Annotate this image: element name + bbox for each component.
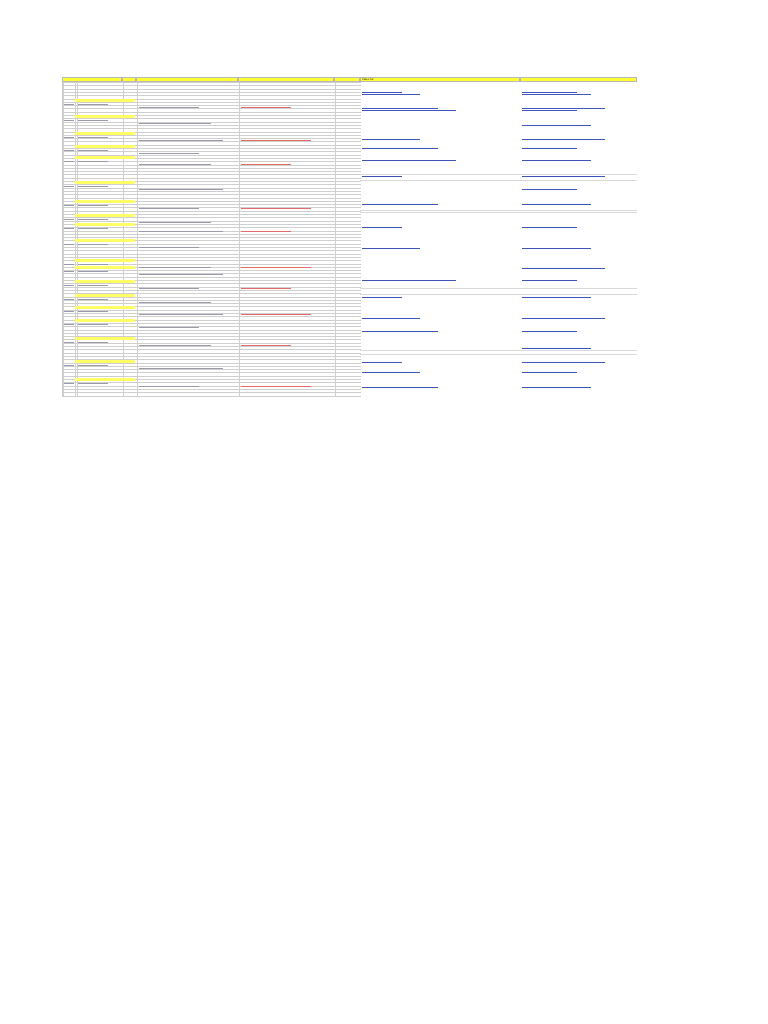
row-divider <box>63 174 361 175</box>
row-divider <box>63 108 361 109</box>
cell-text <box>78 271 108 272</box>
link-text <box>362 204 438 205</box>
cell-text <box>78 285 108 286</box>
data-grid[interactable] <box>62 82 361 397</box>
row-divider <box>63 372 361 373</box>
row-divider <box>63 198 361 199</box>
link-text <box>362 248 420 249</box>
cell-text <box>64 120 74 121</box>
link-text <box>362 372 420 373</box>
link-text <box>362 160 456 161</box>
link-text <box>522 318 605 319</box>
link-columns[interactable] <box>360 82 637 397</box>
link-text <box>362 331 438 332</box>
row-divider <box>63 386 361 387</box>
row-divider <box>63 333 361 334</box>
row-divider <box>63 257 361 258</box>
row-divider <box>360 288 637 289</box>
row-divider <box>63 82 361 83</box>
cell-text <box>78 161 108 162</box>
row-divider <box>360 350 637 351</box>
section-header <box>75 378 135 381</box>
cell-text-red <box>241 231 291 232</box>
row-divider <box>63 151 361 152</box>
section-header <box>75 99 135 102</box>
link-text <box>522 362 605 363</box>
link-text <box>522 204 591 205</box>
cell-text <box>78 120 108 121</box>
row-divider <box>63 330 361 331</box>
link-text <box>362 387 438 388</box>
link-text <box>362 139 420 140</box>
cell-text-red <box>241 267 311 268</box>
cell-text <box>139 247 199 248</box>
cell-text <box>139 153 199 154</box>
section-header <box>75 239 135 242</box>
cell-text <box>139 140 223 141</box>
cell-text <box>64 365 74 366</box>
row-divider <box>63 234 361 235</box>
section-header <box>75 181 135 184</box>
link-text <box>522 268 605 269</box>
row-divider <box>63 138 361 139</box>
section-header <box>75 266 135 269</box>
row-divider <box>63 389 361 390</box>
row-divider <box>63 221 361 222</box>
cell-text <box>139 107 199 108</box>
section-header <box>75 306 135 309</box>
cell-text <box>64 244 74 245</box>
section-header <box>75 259 135 262</box>
cell-text <box>139 327 199 328</box>
row-divider <box>63 194 361 195</box>
row-divider <box>63 168 361 169</box>
cell-text <box>139 208 199 209</box>
link-text <box>522 94 591 95</box>
cell-text <box>64 324 74 325</box>
cell-text <box>78 219 108 220</box>
row-divider <box>63 287 361 288</box>
row-divider <box>360 294 637 295</box>
row-divider <box>63 125 361 126</box>
section-header <box>75 337 135 340</box>
row-divider <box>63 178 361 179</box>
section-header <box>75 156 135 159</box>
cell-text <box>64 205 74 206</box>
cell-text-red <box>241 314 311 315</box>
link-text <box>362 362 402 363</box>
link-text <box>522 227 577 228</box>
row-divider <box>63 122 361 123</box>
row-divider <box>63 128 361 129</box>
cell-text-red <box>241 164 291 165</box>
link-text <box>522 92 577 93</box>
link-text <box>522 110 577 111</box>
link-text <box>522 108 605 109</box>
cell-text <box>64 264 74 265</box>
link-text <box>522 280 577 281</box>
row-divider <box>63 349 361 350</box>
cell-text <box>78 104 108 105</box>
link-text <box>362 297 402 298</box>
cell-text <box>78 365 108 366</box>
link-text <box>362 92 402 93</box>
cell-text <box>78 137 108 138</box>
row-divider <box>63 303 361 304</box>
row-divider <box>63 92 361 93</box>
column-header[interactable]: Index for <box>360 77 520 82</box>
link-text <box>522 160 591 161</box>
section-header <box>75 200 135 203</box>
section-header <box>75 132 135 135</box>
row-divider <box>63 392 361 393</box>
cell-text-red <box>241 208 311 209</box>
link-text <box>362 148 438 149</box>
link-text <box>362 318 420 319</box>
cell-text <box>64 383 74 384</box>
row-divider <box>63 290 361 291</box>
row-divider <box>63 247 361 248</box>
cell-text <box>139 368 223 369</box>
link-text <box>522 297 591 298</box>
link-text <box>362 176 402 177</box>
cell-text <box>64 285 74 286</box>
row-divider <box>63 326 361 327</box>
cell-text <box>64 150 74 151</box>
cell-text <box>64 299 74 300</box>
link-text <box>522 248 591 249</box>
cell-text <box>78 311 108 312</box>
cell-text <box>139 123 211 124</box>
section-header <box>75 294 135 297</box>
cell-text <box>78 244 108 245</box>
row-divider <box>63 112 361 113</box>
cell-text-red <box>241 386 311 387</box>
cell-text <box>78 264 108 265</box>
spreadsheet <box>62 77 637 397</box>
link-text <box>362 108 438 109</box>
row-divider <box>63 207 361 208</box>
cell-text <box>78 205 108 206</box>
link-text <box>522 125 591 126</box>
link-text <box>522 139 605 140</box>
row-divider <box>360 174 637 175</box>
link-text <box>522 372 577 373</box>
cell-text <box>78 299 108 300</box>
row-divider <box>63 191 361 192</box>
cell-text <box>139 222 211 223</box>
link-text <box>522 148 577 149</box>
section-header <box>75 360 135 363</box>
cell-text <box>139 302 211 303</box>
row-divider <box>360 210 637 211</box>
link-text <box>362 280 456 281</box>
link-text <box>522 176 605 177</box>
row-divider <box>63 89 361 90</box>
cell-text <box>139 267 211 268</box>
cell-text-red <box>241 107 291 108</box>
row-divider <box>63 250 361 251</box>
row-divider <box>63 141 361 142</box>
section-header <box>75 115 135 118</box>
row-divider <box>63 277 361 278</box>
row-divider <box>63 356 361 357</box>
cell-text <box>64 161 74 162</box>
row-divider <box>63 316 361 317</box>
row-divider <box>63 165 361 166</box>
cell-text <box>139 164 211 165</box>
row-divider <box>63 369 361 370</box>
link-text <box>522 348 591 349</box>
section-header <box>75 214 135 217</box>
link-text <box>522 387 591 388</box>
section-header <box>75 223 135 226</box>
cell-text <box>139 314 223 315</box>
cell-text-red <box>241 140 311 141</box>
link-text <box>362 94 420 95</box>
row-divider <box>63 254 361 255</box>
row-divider <box>63 148 361 149</box>
section-header <box>75 280 135 283</box>
row-divider <box>63 95 361 96</box>
cell-text <box>78 228 108 229</box>
row-divider <box>63 346 361 347</box>
cell-text <box>78 150 108 151</box>
row-divider <box>63 353 361 354</box>
row-divider <box>63 85 361 86</box>
link-text <box>362 110 456 111</box>
cell-text <box>78 186 108 187</box>
cell-text <box>64 219 74 220</box>
row-divider <box>360 212 637 213</box>
row-divider <box>63 211 361 212</box>
cell-text <box>139 345 211 346</box>
cell-text <box>64 104 74 105</box>
cell-text <box>78 342 108 343</box>
cell-text <box>64 228 74 229</box>
row-divider <box>63 396 361 397</box>
cell-text <box>139 189 223 190</box>
row-divider <box>360 180 637 181</box>
cell-text <box>139 386 199 387</box>
link-text <box>362 227 402 228</box>
cell-text <box>64 271 74 272</box>
cell-text <box>139 274 223 275</box>
section-header <box>75 319 135 322</box>
cell-text <box>139 231 223 232</box>
row-divider <box>63 105 361 106</box>
cell-text <box>64 311 74 312</box>
cell-text <box>64 186 74 187</box>
row-divider <box>360 354 637 355</box>
cell-text-red <box>241 345 291 346</box>
row-divider <box>63 171 361 172</box>
link-text <box>522 331 577 332</box>
row-divider <box>63 237 361 238</box>
cell-text-red <box>241 288 291 289</box>
cell-text <box>64 342 74 343</box>
link-text <box>522 189 577 190</box>
row-divider <box>63 376 361 377</box>
cell-text <box>78 383 108 384</box>
section-header <box>75 145 135 148</box>
cell-text <box>78 324 108 325</box>
cell-text <box>139 288 199 289</box>
cell-text <box>64 137 74 138</box>
